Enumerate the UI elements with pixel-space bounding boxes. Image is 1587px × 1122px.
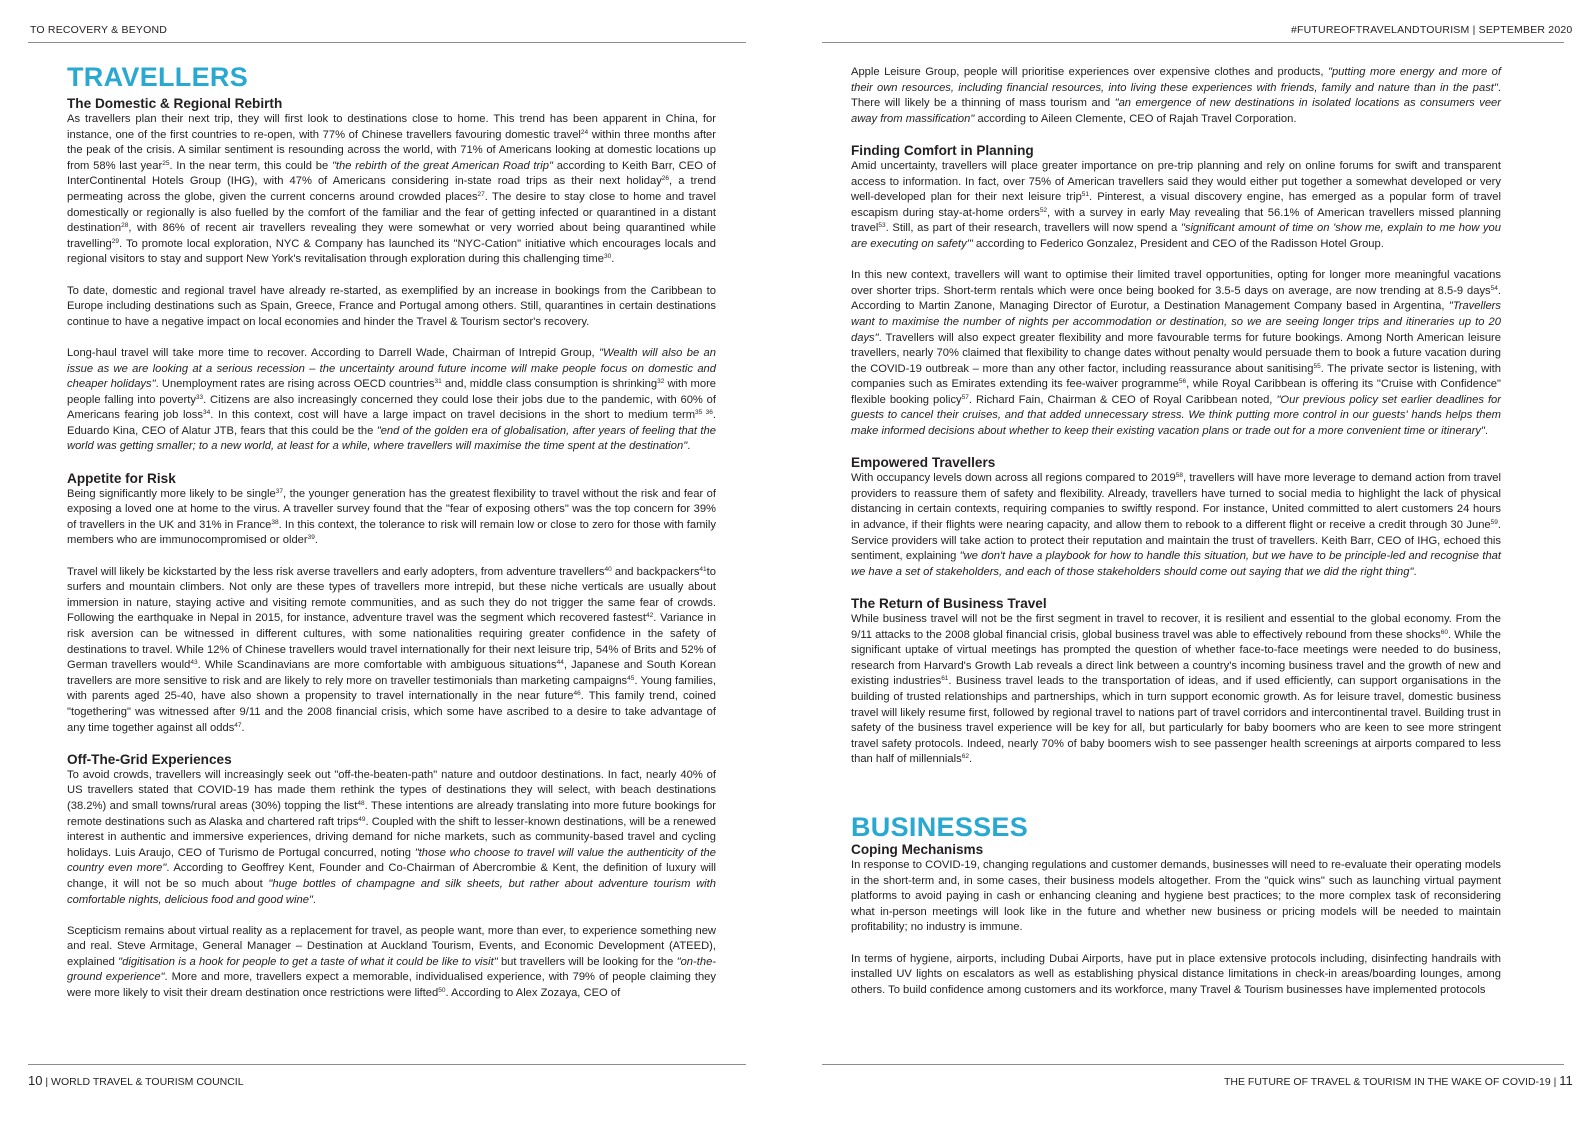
body-paragraph: As travellers plan their next trip, they will first look to destinations close to home. This trend has been apparent in China, for instance, one of the first countries to re-open, with 77% of Chinese travellers favouring domestic travel$^{24}$ within three months after the peak of the crisis. A similar sentiment is resounding across the world, with 71% of Americans looking at domestic locations up from 58% last year$^{25}$. In the near term, this could be "the rebirth of the great American Road trip" according to Keith Barr, CEO of InterContinental Hotels Group (IHG), with 47% of Americans considering in-state road trips as their next holiday$^{26}$, a trend permeating across the globe, given the current concerns around crowded places$^{27}$. The desire to stay close to home and travel domestically or regionally is also fuelled by the comfort of the familiar and the fear of getting infected or quarantined in a distant destination$^{28}$, with 86% of recent air travellers revealing they were somewhat or very worried about being quarantined while travelling$^{29}$. To promote local exploration, NYC & Company has launched its "NYC-Cation" initiative which encourages locals and regional visitors to stay and support New York's revitalisation through exploration during this challenging time$^{30}$.: [67, 113, 717, 266]
header-rule: [822, 42, 1564, 43]
travellers-title: TRAVELLERS: [67, 62, 249, 92]
off-the-grid-heading: Off-The-Grid Experiences: [67, 751, 232, 767]
left-page: [0, 0, 780, 1122]
domestic-regional-heading: The Domestic & Regional Rebirth: [67, 96, 283, 111]
body-paragraph: With occupancy levels down across all regions compared to 2019$^{58}$, travellers will have more leverage to demand action from travel providers to reassure them of safety and flexibility. Already, travellers have turned to social media to highlight the lack of physical distancing in certain contexts, requiring companies to swiftly respond. For instance, United committed to alert customers 24 hours in advance, if their flights were nearing capacity, and allow them to rebook to a different flight or receive a credit through 30 June$^{59}$. Service providers will take action to protect their reputation and maintain the trust of travellers. Keith Barr, CEO of IHG, echoed this sentiment, explaining "we don't have a playbook for how to handle this situation, but we have to be principle-led and recognise that we have a set of stakeholders, and each of those stakeholders should come out saying that we did the right thing".: [851, 472, 1502, 578]
body-paragraph: In terms of hygiene, airports, including Dubai Airports, have put in place extensive protocols including, disinfecting handrails with installed UV lights on escalators as well as establishing physical distance limitations in check-in areas/boarding lounges, among others. To build confidence among customers and its workforce, many Travel & Tourism businesses have implemented protocols: [851, 952, 1501, 996]
body-paragraph: To avoid crowds, travellers will increasingly seek out "off-the-beaten-path" nature and outdoor destinations. In fact, nearly 40% of US travellers stated that COVID-19 has made them rethink the types of destinations they will select, with beach destinations (38.2%) and small towns/rural areas (30%) topping the list$^{48}$. These intentions are already translating into more future bookings for remote destinations such as Alaska and chartered raft trips$^{49}$. Coupled with the shift to lesser-known destinations, will be a renewed interest in authentic and immersive experiences, driving demand for niche markets, such as community-based travel and cycling holidays. Luis Araujo, CEO of Turismo de Portugal concurred, noting "those who choose to travel will value the authenticity of the country even more". According to Geoffrey Kent, Founder and Co-Chairman of Abercrombie & Kent, the definition of luxury will change, it will not be so much about "huge bottles of champagne and silk sheets, but rather about adventure tourism with comfortable nights, delicious food and good wine".: [67, 768, 716, 906]
body-paragraph: Being significantly more likely to be single$^{37}$, the younger generation has the greatest flexibility to travel without the risk and fear of exposing a loved one at home to the virus. A traveller survey found that the "fear of exposing others" was the top concern for 39% of travellers in the UK and 31% in France$^{38}$. In this context, the tolerance to risk will remain low or close to zero for those with family members who are immunocompromised or older$^{39}$.: [67, 487, 717, 547]
footer-right: [1224, 1073, 1573, 1088]
section-spacer: [851, 768, 1501, 812]
footer-publisher: | WORLD TRAVEL & TOURISM COUNCIL: [45, 1076, 244, 1088]
body-paragraph: Travel will likely be kickstarted by the less risk averse travellers and early adopters, from adventure travellers$^{40}$ and backpackers$^{41}$to surfers and mountain climbers. Not only are these types of travellers more intrepid, but these niche verticals are usually about immersion in nature, staying active and visiting remote communities, and as such they do not trigger the same fear of crowds. Following the earthquake in Nepal in 2015, for instance, adventure travel was the segment which recovered fastest$^{42}$. Variance in risk aversion can be witnessed in different cultures, with some nationalities requiring greater confidence in the safety of destinations to travel. While 12% of Chinese travellers would travel internationally for their next leisure trip, 54% of Brits and 52% of German travellers would$^{43}$. While Scandinavians are more comfortable with ambiguous situations$^{44}$, Japanese and South Korean travellers are more sensitive to risk and are likely to rely more on traveller testimonials than marketing campaigns$^{45}$. Young families, with parents aged 25-40, have also shown a propensity to travel internationally in the near future$^{46}$. This family trend, coined "togethering" was witnessed after 9/11 and the 2008 financial crisis, which some have ascribed to a desire to take advantage of any time together against all odds$^{47}$.: [67, 565, 717, 734]
footer-left: [28, 1073, 244, 1088]
right-column: [851, 65, 1501, 998]
running-header-left: TO RECOVERY & BEYOND: [30, 24, 168, 36]
body-paragraph: Apple Leisure Group, people will prioritise experiences over expensive clothes and products, "putting more energy and more of their own resources, including financial resources, into living these experiences with friends, family and nature than in the past". There will likely be a thinning of mass tourism and "an emergence of new destinations in isolated locations as consumers veer away from massification" according to Aileen Clemente, CEO of Rajah Travel Corporation.: [851, 66, 1501, 125]
return-of-business-travel-heading: The Return of Business Travel: [851, 596, 1047, 611]
empowered-travellers-heading: Empowered Travellers: [851, 455, 996, 471]
body-paragraph: To date, domestic and regional travel have already re-started, as exemplified by an increase in bookings from the Caribbean to Europe including destinations such as Spain, Greece, France and Portugal among others. Still, quarantines in certain destinations continue to have a negative impact on local economies and hinder the Travel & Tourism sector's recovery.: [67, 284, 716, 328]
finding-comfort-heading: Finding Comfort in Planning: [851, 142, 1034, 158]
running-header-right: #FUTUREOFTRAVELANDTOURISM | SEPTEMBER 2020: [1291, 24, 1573, 36]
appetite-for-risk-heading: Appetite for Risk: [67, 470, 176, 486]
footer-rule: [822, 1064, 1564, 1065]
body-paragraph: In this new context, travellers will want to optimise their limited travel opportunities, opting for longer more meaningful vacations over shorter trips. Short-term rentals which were once being booked for 3.5-5 days on average, are now trending at 8.5-9 days$^{54}$. According to Martin Zanone, Managing Director of Eurotur, a Destination Management Company based in Argentina, "Travellers want to maximise the number of nights per accommodation or destination, so we are seeing longer trips and itineraries up to 20 days". Travellers will also expect greater flexibility and more favourable terms for future bookings. Among North American leisure travellers, nearly 70% claimed that flexibility to change dates without penalty would persuade them to book a future vacation during the COVID-19 outbreak – more than any other factor, including reassurance about sanitising$^{55}$. The private sector is listening, with companies such as Emirates extending its fee-waiver programme$^{56}$, while Royal Caribbean is offering its "Cruise with Confidence" flexible booking policy$^{57}$. Richard Fain, Chairman & CEO of Royal Caribbean noted, "Our previous policy set earlier deadlines for guests to cancel their cruises, and that added unnecessary stress. We think putting more control in our guests' hands helps them make informed decisions about whether to keep their existing vacation plans or trade out for a more convenient time or itinerary".: [851, 269, 1501, 438]
businesses-title: BUSINESSES: [851, 811, 1029, 842]
body-paragraph: Scepticism remains about virtual reality as a replacement for travel, as people want, more than ever, to experience something new and real. Steve Armitage, General Manager – Destination at Auckland Tourism, Events, and Economic Development (ATEED), explained "digitisation is a hook for people to get a taste of what it could be like to visit" but travellers will be looking for the "on-the-ground experience". More and more, travellers expect a memorable, individualised experience, with 79% of people claiming they were more likely to visit their dream destination once restrictions were lifted$^{50}$. According to Alex Zozaya, CEO of: [67, 924, 717, 1000]
page-number: 11: [1559, 1073, 1573, 1088]
right-page: [800, 0, 1587, 1122]
coping-mechanisms-heading: Coping Mechanisms: [851, 841, 984, 857]
body-paragraph: Long-haul travel will take more time to recover. According to Darrell Wade, Chairman of Intrepid Group, "Wealth will also be an issue as we are looking at a serious recession – the uncertainty around future income will make people focus on domestic and cheaper holidays". Unemployment rates are rising across OECD countries$^{31}$ and, middle class consumption is shrinking$^{32}$ with more people falling into poverty$^{33}$. Citizens are also increasingly concerned they could lose their jobs due to the pandemic, with 60% of Americans fearing job loss$^{34}$. In this context, cost will have a large impact on travel decisions in the short to medium term$^{35 36}$. Eduardo Kina, CEO of Alatur JTB, fears that this could be the "end of the golden era of globalisation, after years of feeling that the world was getting smaller; to a new world, at least for a while, where travellers will maximise the time spent at the destination".: [67, 346, 717, 453]
footer-rule: [28, 1064, 746, 1065]
body-paragraph: While business travel will not be the first segment in travel to recover, it is resilient and essential to the global economy. From the 9/11 attacks to the 2008 global financial crisis, global business travel was able to effectively rebound from these shocks$^{60}$. While the significant uptake of virtual meetings has prompted the question of whether face-to-face meetings were needed to do business, research from Harvard's Growth Lab reveals a direct link between a country's incoming business travel and the growth of new and existing industries$^{61}$. Business travel leads to the transportation of ideas, and if used efficiently, can support organisations in the building of trusted relationships and partnerships, which in turn support economic growth. As for leisure travel, domestic business travel will likely resume first, followed by regional travel to nations part of travel corridors and intercontinental travel. Building trust in safety of the business travel experience will be key for all, but particularly for baby boomers who are keen to see more stringent travel safety protocols. Indeed, nearly 70% of baby boomers wish to see passenger health screenings at airports compared to less than half of millennials$^{62}$.: [851, 613, 1502, 766]
body-paragraph: Amid uncertainty, travellers will place greater importance on pre-trip planning and rely on online forums for swift and transparent access to information. In fact, over 75% of American travellers said they would either put together a somewhat developed or very well-developed plan for their next leisure trip$^{51}$. Pinterest, a visual discovery engine, has emerged as a popular form of travel escapism during stay-at-home orders$^{52}$, with a survey in early May revealing that 56.1% of American travellers missed planning travel$^{53}$. Still, as part of their research, travellers will now spend a "significant amount of time on 'show me, explain to me how you are executing on safety'" according to Federico Gonzalez, President and CEO of the Radisson Hotel Group.: [851, 159, 1501, 250]
header-rule: [28, 42, 746, 43]
page-number: 10: [28, 1073, 43, 1088]
footer-report-title: THE FUTURE OF TRAVEL & TOURISM IN THE WAKE OF COVID-19 |: [1224, 1076, 1557, 1088]
left-column: [67, 62, 716, 1002]
body-paragraph: In response to COVID-19, changing regulations and customer demands, businesses will need to re-evaluate their operating models in the short-term and, in some cases, their business models altogether. From the "quick wins" such as launching virtual payment platforms to avoid paying in cash or enhancing cleaning and hygiene best practices; to the more complex task of reconsidering what in-person meetings will look like in the future and whether new business or pricing models will be needed to maintain profitability; no industry is immune.: [851, 858, 1501, 934]
